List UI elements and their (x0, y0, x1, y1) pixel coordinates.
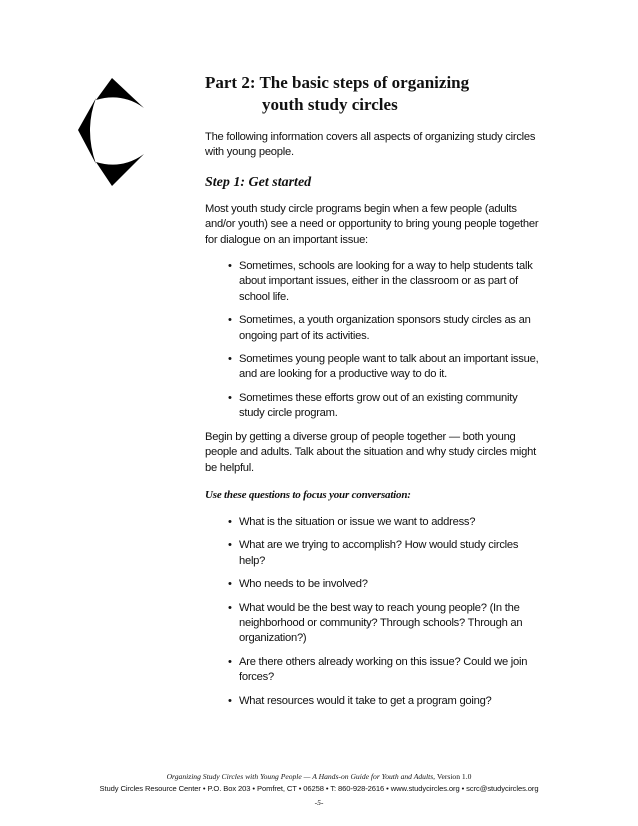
list-item: • Sometimes these efforts grow out of an existing community study circle program. (228, 391, 540, 422)
question-item: • What is the situation or issue we want to address? (228, 515, 540, 530)
step-1-heading: Step 1: Get started (205, 174, 312, 190)
question-item: • Are there others already working on this issue? Could we join forces? (228, 655, 540, 686)
main-content (205, 72, 540, 709)
page-number: -5- (314, 798, 324, 807)
list-item: • Sometimes, schools are looking for a way to help students talk about important issues, either in the classroom or as part of school life. (228, 259, 540, 305)
question-item: • Who needs to be involved? (228, 577, 540, 592)
diverse-group-paragraph: Begin by getting a diverse group of people together — both young people and adults. Talk about the situation and why study circles might be helpful. (205, 430, 536, 474)
footer-version: Version 1.0 (435, 772, 472, 781)
question-item: • What would be the best way to reach young people? (In the neighborhood or community? Through schools? Through an organization?) (228, 601, 540, 647)
questions-heading: Use these questions to focus your conversation: (205, 488, 411, 501)
questions-list (205, 515, 540, 709)
step-1-paragraph: Most youth study circle programs begin when a few people (adults and/or youth) see a need or opportunity to bring young people together for dialogue on an important issue: (205, 202, 539, 246)
footer-guide-line (0, 771, 638, 783)
footer-guide-title: Organizing Study Circles with Young People — A Hands-on Guide for Youth and Adults, (166, 772, 436, 781)
title-line-2: youth study circles (262, 95, 398, 114)
intro-paragraph: The following information covers all aspects of organizing study circles with young people. (205, 131, 536, 159)
four-arrowhead-circle-logo-icon (76, 78, 160, 188)
list-item: • Sometimes, a youth organization sponsors study circles as an ongoing part of its activities. (228, 313, 540, 344)
page-title (205, 72, 540, 116)
title-line-1: Part 2: The basic steps of organizing (205, 73, 470, 92)
bullet-list (205, 259, 540, 422)
page-footer (0, 771, 638, 809)
question-item: • What resources would it take to get a program going? (228, 694, 540, 709)
list-item: • Sometimes young people want to talk about an important issue, and are looking for a productive way to do it. (228, 352, 540, 383)
footer-contact: Study Circles Resource Center • P.O. Box 203 • Pomfret, CT • 06258 • T: 860-928-2616 • www.studycircles.org • scrc@studycircles.org (99, 783, 539, 793)
question-item: • What are we trying to accomplish? How would study circles help? (228, 538, 540, 569)
